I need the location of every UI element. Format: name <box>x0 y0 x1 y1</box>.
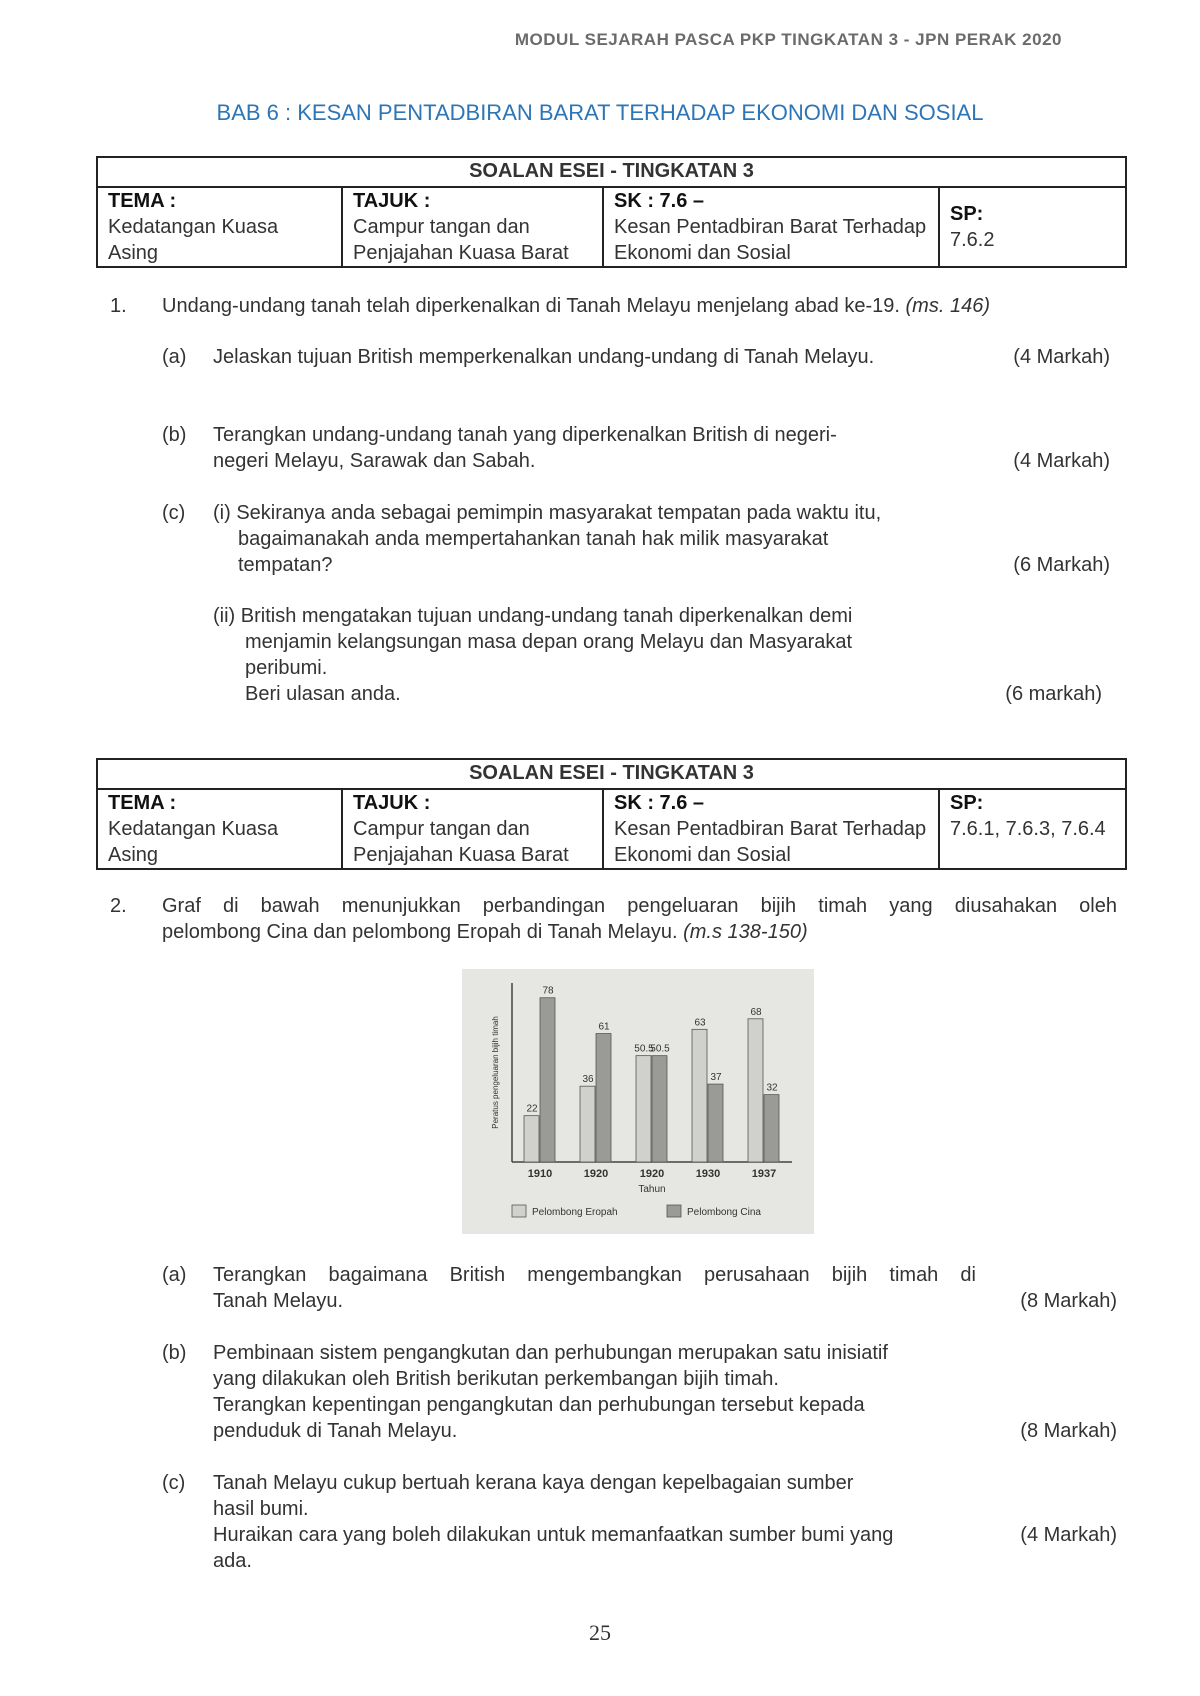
bar <box>652 1056 667 1162</box>
tajuk-value: Campur tangan dan Penjajahan Kuasa Barat <box>353 216 569 264</box>
data-label: 50.5 <box>650 1043 670 1055</box>
part-text: Jelaskan tujuan British memperkenalkan undang-undang di Tanah Melayu. <box>213 346 875 368</box>
part-mark: (8 Markah) <box>1020 1290 1117 1312</box>
tema-label: TEMA : <box>108 792 177 814</box>
part-mark: (6 markah) <box>1005 683 1102 705</box>
part-mark: (8 Markah) <box>1020 1420 1117 1442</box>
tema-value: Kedatangan Kuasa Asing <box>108 818 279 866</box>
legend-swatch <box>512 1205 526 1217</box>
x-tick-label: 1930 <box>695 1168 721 1180</box>
tema-label: TEMA : <box>108 190 177 212</box>
part-text-line: negeri Melayu, Sarawak dan Sabah. <box>213 450 536 472</box>
part-label: (a) <box>162 346 187 368</box>
data-label: 50.5 <box>634 1043 654 1055</box>
part-text-line: Huraikan cara yang boleh dilakukan untuk memanfaatkan sumber bumi yang <box>213 1524 894 1546</box>
sp-label: SP: <box>950 203 984 225</box>
sk-cell <box>603 789 939 869</box>
sp-value: 7.6.1, 7.6.3, 7.6.4 <box>950 818 1106 840</box>
part-text-line: Terangkan kepentingan pengangkutan dan perhubungan tersebut kepada <box>213 1394 865 1416</box>
part-label: (a) <box>162 1264 187 1286</box>
tajuk-label: TAJUK : <box>353 190 431 212</box>
data-label: 32 <box>766 1082 778 1094</box>
part-text-line: penduduk di Tanah Melayu. <box>213 1420 458 1442</box>
bar <box>708 1084 723 1162</box>
tajuk-cell <box>342 187 603 267</box>
data-label: 61 <box>598 1021 610 1033</box>
stem-text: Undang-undang tanah telah diperkenalkan di Tanah Melayu menjelang abad ke-19. <box>162 295 900 317</box>
data-label: 22 <box>526 1103 538 1115</box>
bar <box>524 1116 539 1162</box>
legend-label: Pelombong Eropah <box>532 1207 618 1218</box>
part-mark: (6 Markah) <box>1013 554 1110 576</box>
question-stem-line: Graf di bawah menunjukkan perbandingan pengeluaran bijih timah yang diusahakan oleh <box>162 895 1117 917</box>
sp-value: 7.6.2 <box>950 229 995 251</box>
data-label: 78 <box>542 985 554 997</box>
part-text-line: (ii) British mengatakan tujuan undang-undang tanah diperkenalkan demi <box>213 605 853 627</box>
sk-value: Kesan Pentadbiran Barat Terhadap Ekonomi dan Sosial <box>614 818 927 866</box>
part-text-line: menjamin kelangsungan masa depan orang Melayu dan Masyarakat <box>245 631 853 653</box>
info-table-1 <box>96 156 1127 268</box>
page-reference: (ms. 146) <box>905 295 990 317</box>
part-mark: (4 Markah) <box>1020 1524 1117 1546</box>
bar <box>596 1034 611 1162</box>
x-tick-label: 1920 <box>583 1168 609 1180</box>
question-number: 2. <box>110 895 127 917</box>
part-text-line: Beri ulasan anda. <box>245 683 401 705</box>
part-text-line: (i) Sekiranya anda sebagai pemimpin masyarakat tempatan pada waktu itu, <box>213 502 882 524</box>
table-heading: SOALAN ESEI - TINGKATAN 3 <box>97 157 1126 187</box>
part-text-line: Terangkan bagaimana British mengembangkan perusahaan bijih timah di <box>213 1264 976 1286</box>
table-heading: SOALAN ESEI - TINGKATAN 3 <box>97 759 1126 789</box>
part-mark: (4 Markah) <box>1013 450 1110 472</box>
part-mark: (4 Markah) <box>1013 346 1110 368</box>
sk-cell <box>603 187 939 267</box>
bar <box>692 1029 707 1162</box>
tema-value: Kedatangan Kuasa Asing <box>108 216 279 264</box>
part-text-line: tempatan? <box>238 554 333 576</box>
part-text-line: Tanah Melayu cukup bertuah kerana kaya dengan kepelbagaian sumber <box>213 1472 854 1494</box>
sk-label: SK : 7.6 – <box>614 792 705 814</box>
stem-text: pelombong Cina dan pelombong Eropah di Tanah Melayu. <box>162 921 678 943</box>
bar <box>764 1095 779 1162</box>
sp-label: SP: <box>950 792 984 814</box>
page-number: 25 <box>589 1620 611 1645</box>
x-tick-label: 1937 <box>751 1168 777 1180</box>
question-stem <box>162 293 1092 319</box>
x-tick-label: 1920 <box>639 1168 665 1180</box>
tajuk-value: Campur tangan dan Penjajahan Kuasa Barat <box>353 818 569 866</box>
tema-cell <box>97 187 342 267</box>
data-label: 36 <box>582 1074 594 1086</box>
legend-label: Pelombong Cina <box>687 1207 761 1218</box>
tin-production-chart <box>462 969 814 1234</box>
part-text-line: hasil bumi. <box>213 1498 309 1520</box>
sp-cell <box>939 789 1126 869</box>
part-label: (c) <box>162 502 186 524</box>
tema-cell <box>97 789 342 869</box>
question-stem-line <box>162 919 1062 945</box>
part-text-line: Tanah Melayu. <box>213 1290 344 1312</box>
part-label: (c) <box>162 1472 186 1494</box>
part-text-line: Pembinaan sistem pengangkutan dan perhubungan merupakan satu inisiatif <box>213 1342 888 1364</box>
part-text-line: yang dilakukan oleh British berikutan perkembangan bijih timah. <box>213 1368 779 1390</box>
x-axis-label: Tahun <box>638 1184 666 1195</box>
chapter-title: BAB 6 : KESAN PENTADBIRAN BARAT TERHADAP EKONOMI DAN SOSIAL <box>216 100 984 125</box>
part-text-line: Terangkan undang-undang tanah yang diperkenalkan British di negeri- <box>213 424 837 446</box>
part-text-line: bagaimanakah anda mempertahankan tanah hak milik masyarakat <box>238 528 829 550</box>
legend-swatch <box>667 1205 681 1217</box>
x-tick-label: 1910 <box>527 1168 553 1180</box>
data-label: 37 <box>710 1072 722 1084</box>
data-label: 68 <box>750 1006 762 1018</box>
sp-cell <box>939 187 1126 267</box>
tajuk-cell <box>342 789 603 869</box>
document-header: MODUL SEJARAH PASCA PKP TINGKATAN 3 - JPN PERAK 2020 <box>514 30 1062 49</box>
data-label: 63 <box>694 1017 706 1029</box>
sk-value: Kesan Pentadbiran Barat Terhadap Ekonomi dan Sosial <box>614 216 927 264</box>
bar <box>580 1086 595 1162</box>
question-number: 1. <box>110 295 127 317</box>
part-label: (b) <box>162 424 187 446</box>
sk-label: SK : 7.6 – <box>614 190 705 212</box>
y-axis-label: Peratus pengeluaran bijih timah <box>491 1016 500 1129</box>
page-reference: (m.s 138-150) <box>683 921 808 943</box>
info-table-2 <box>96 758 1127 870</box>
part-text-line: ada. <box>213 1550 252 1572</box>
bar <box>748 1019 763 1162</box>
part-label: (b) <box>162 1342 187 1364</box>
bar <box>636 1056 651 1162</box>
bar-chart <box>462 969 814 1234</box>
bar <box>540 998 555 1162</box>
tajuk-label: TAJUK : <box>353 792 431 814</box>
part-text-line: peribumi. <box>245 657 328 679</box>
